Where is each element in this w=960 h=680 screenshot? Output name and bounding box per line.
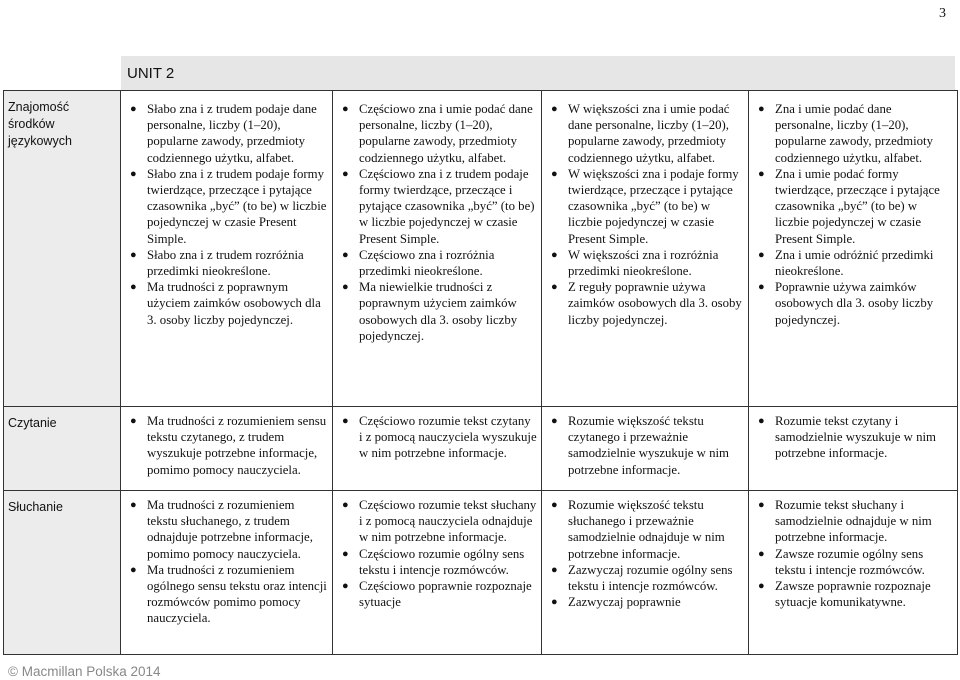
criteria-text: Zawsze rozumie ogólny sens tekstu i intencje rozmówców. xyxy=(775,546,925,577)
criteria-item xyxy=(125,562,328,627)
criteria-list xyxy=(753,413,953,462)
bullet-icon: ● xyxy=(342,167,349,180)
row-label-cell xyxy=(4,491,121,655)
row-label-cell xyxy=(4,91,121,407)
bullet-icon: ● xyxy=(551,563,558,576)
criteria-cell xyxy=(333,491,542,655)
criteria-item xyxy=(125,166,328,247)
criteria-text: Ma trudności z rozumieniem ogólnego sensu tekstu oraz intencji rozmówców pomimo pomocy nauczyciela. xyxy=(147,562,327,626)
criteria-text: Ma niewielkie trudności z poprawnym użyciem zaimków osobowych dla 3. osoby liczby pojedynczej. xyxy=(359,280,518,343)
criteria-item xyxy=(337,578,537,610)
criteria-item xyxy=(125,497,328,562)
bullet-icon: ● xyxy=(342,281,349,294)
criteria-item xyxy=(546,101,744,166)
criteria-text: W większości zna i rozróżnia przedimki nieokreślone. xyxy=(568,247,719,279)
criteria-text: Częściowo poprawnie rozpoznaje sytuacje xyxy=(359,579,532,610)
bullet-icon: ● xyxy=(130,103,137,115)
criteria-item xyxy=(337,247,537,279)
criteria-cell xyxy=(749,91,958,407)
bullet-icon: ● xyxy=(758,547,765,560)
criteria-text: Słabo zna i z trudem podaje dane personalne, liczby (1–20), popularne zawody, przedmioty codziennego użytku, alfabet. xyxy=(147,102,317,165)
criteria-text: W większości zna i umie podać dane personalne, liczby (1–20), popularne zawody, przedmioty codziennego użytku, alfabet. xyxy=(568,102,730,165)
criteria-text: Zawsze poprawnie rozpoznaje sytuacje komunikatywne. xyxy=(775,579,931,610)
criteria-list xyxy=(125,413,328,478)
criteria-item xyxy=(337,546,537,578)
criteria-item xyxy=(125,413,328,478)
criteria-item xyxy=(753,166,953,247)
criteria-text: Zna i umie podać formy twierdzące, przeczące i pytające czasownika „być” (to be) w liczbie pojedynczej w czasie Present Simple. xyxy=(775,166,940,246)
unit-title: UNIT 2 xyxy=(127,65,175,82)
criteria-text: Częściowo zna i z trudem podaje formy twierdzące, przeczące i pytające czasownika „być” (to be) w liczbie pojedynczej w czasie Present Simple. xyxy=(359,166,535,246)
criteria-item xyxy=(337,279,537,344)
criteria-cell xyxy=(121,407,333,491)
criteria-item xyxy=(753,247,953,279)
criteria-list xyxy=(546,101,744,328)
criteria-list xyxy=(125,497,328,627)
bullet-icon: ● xyxy=(758,580,765,593)
bullet-icon: ● xyxy=(342,248,349,261)
bullet-icon: ● xyxy=(758,499,765,511)
criteria-list xyxy=(337,101,537,344)
bullet-icon: ● xyxy=(130,281,137,294)
criteria-item xyxy=(753,578,953,610)
row-label-text: Czytanie xyxy=(8,416,57,430)
bullet-icon: ● xyxy=(551,499,558,511)
criteria-text: Rozumie większość tekstu słuchanego i przeważnie samodzielnie odnajduje w nim potrzebne informacje. xyxy=(568,498,725,561)
criteria-item xyxy=(337,413,537,462)
criteria-cell xyxy=(121,491,333,655)
row-label-cell xyxy=(4,407,121,491)
bullet-icon: ● xyxy=(551,167,558,180)
criteria-cell xyxy=(749,491,958,655)
criteria-text: Słabo zna i z trudem rozróżnia przedimki nieokreślone. xyxy=(147,247,304,279)
criteria-text: Częściowo zna i umie podać dane personalne, liczby (1–20), popularne zawody, przedmioty codziennego użytku, alfabet. xyxy=(359,102,533,165)
criteria-list xyxy=(125,101,328,328)
criteria-text: Słabo zna i z trudem podaje formy twierdzące, przeczące i pytające czasownika „być” (to be) w liczbie pojedynczej w czasie Present Simple. xyxy=(147,166,327,246)
row-label-text: środków xyxy=(8,117,55,131)
row-label-text: Słuchanie xyxy=(8,500,63,514)
unit-banner xyxy=(121,56,955,90)
bullet-icon: ● xyxy=(342,580,349,593)
criteria-list xyxy=(337,497,537,610)
criteria-cell xyxy=(121,91,333,407)
criteria-list xyxy=(337,413,537,462)
bullet-icon: ● xyxy=(130,167,137,180)
criteria-item xyxy=(337,101,537,166)
criteria-text: Częściowo zna i rozróżnia przedimki nieokreślone. xyxy=(359,247,495,279)
criteria-list xyxy=(753,497,953,610)
criteria-item xyxy=(753,413,953,462)
criteria-text: Rozumie większość tekstu czytanego i przeważnie samodzielnie wyszukuje w nim potrzebne informacje. xyxy=(568,414,729,477)
bullet-icon: ● xyxy=(551,281,558,294)
criteria-cell xyxy=(333,91,542,407)
grading-criteria-table xyxy=(3,90,958,655)
criteria-text: Ma trudności z rozumieniem tekstu słuchanego, z trudem odnajduje potrzebne informacje, pomimo pomocy nauczyciela. xyxy=(147,498,313,561)
bullet-icon: ● xyxy=(551,415,558,427)
bullet-icon: ● xyxy=(342,499,349,511)
criteria-text: Częściowo rozumie tekst czytany i z pomocą nauczyciela wyszukuje w nim potrzebne informacje. xyxy=(359,414,537,461)
bullet-icon: ● xyxy=(758,167,765,180)
criteria-text: W większości zna i podaje formy twierdzące, przeczące i pytające czasownika „być” (to be) w liczbie pojedynczej w czasie Present Simple. xyxy=(568,166,739,246)
criteria-text: Zna i umie podać dane personalne, liczby (1–20), popularne zawody, przedmioty codziennego użytku, alfabet. xyxy=(775,102,934,165)
table-row xyxy=(4,91,958,407)
bullet-icon: ● xyxy=(342,547,349,560)
bullet-icon: ● xyxy=(758,415,765,427)
criteria-cell xyxy=(542,91,749,407)
criteria-text: Ma trudności z rozumieniem sensu tekstu czytanego, z trudem wyszukuje potrzebne informacje, pomimo pomocy nauczyciela. xyxy=(147,414,327,477)
copyright-footer: © Macmillan Polska 2014 xyxy=(8,664,161,679)
bullet-icon: ● xyxy=(758,103,765,115)
criteria-list xyxy=(546,413,744,478)
criteria-item xyxy=(546,166,744,247)
criteria-text: Zazwyczaj poprawnie xyxy=(568,595,681,610)
bullet-icon: ● xyxy=(130,415,137,427)
criteria-item xyxy=(125,101,328,166)
criteria-item xyxy=(753,546,953,578)
criteria-item xyxy=(546,247,744,279)
criteria-cell xyxy=(749,407,958,491)
criteria-text: Rozumie tekst czytany i samodzielnie wyszukuje w nim potrzebne informacje. xyxy=(775,414,936,461)
bullet-icon: ● xyxy=(758,281,765,294)
criteria-item xyxy=(753,101,953,166)
bullet-icon: ● xyxy=(342,103,349,115)
criteria-text: Częściowo rozumie ogólny sens tekstu i intencje rozmówców. xyxy=(359,546,525,577)
criteria-item xyxy=(546,497,744,562)
criteria-text: Ma trudności z poprawnym użyciem zaimków osobowych dla 3. osoby liczby pojedynczej. xyxy=(147,280,321,327)
criteria-item xyxy=(125,247,328,279)
criteria-item xyxy=(546,279,744,328)
page-number: 3 xyxy=(939,6,946,21)
criteria-list xyxy=(753,101,953,328)
table-row xyxy=(4,407,958,491)
criteria-item xyxy=(546,562,744,594)
criteria-cell xyxy=(542,407,749,491)
criteria-text: Częściowo rozumie tekst słuchany i z pomocą nauczyciela odnajduje w nim potrzebne informacje. xyxy=(359,498,537,545)
criteria-text: Zazwyczaj rozumie ogólny sens tekstu i intencje rozmówców. xyxy=(568,562,733,594)
bullet-icon: ● xyxy=(342,415,349,427)
criteria-item xyxy=(337,166,537,247)
criteria-item xyxy=(125,279,328,328)
bullet-icon: ● xyxy=(551,596,558,609)
bullet-icon: ● xyxy=(130,563,137,576)
row-label-text: Znajomość xyxy=(8,100,70,114)
criteria-text: Z reguły poprawnie używa zaimków osobowych dla 3. osoby liczby pojedynczej. xyxy=(568,280,742,327)
bullet-icon: ● xyxy=(551,248,558,261)
criteria-item xyxy=(337,497,537,546)
criteria-text: Zna i umie odróżnić przedimki nieokreślone. xyxy=(775,247,934,279)
criteria-item xyxy=(546,413,744,478)
row-label-text: językowych xyxy=(8,134,72,148)
criteria-list xyxy=(546,497,744,610)
criteria-text: Rozumie tekst słuchany i samodzielnie odnajduje w nim potrzebne informacje. xyxy=(775,498,932,545)
criteria-item xyxy=(753,497,953,546)
table-row xyxy=(4,491,958,655)
criteria-cell xyxy=(542,491,749,655)
bullet-icon: ● xyxy=(130,499,137,511)
criteria-text: Poprawnie używa zaimków osobowych dla 3. osoby liczby pojedynczej. xyxy=(775,280,934,327)
bullet-icon: ● xyxy=(551,103,558,115)
criteria-cell xyxy=(333,407,542,491)
criteria-item xyxy=(753,279,953,328)
bullet-icon: ● xyxy=(130,248,137,261)
criteria-item xyxy=(546,594,744,610)
bullet-icon: ● xyxy=(758,248,765,261)
